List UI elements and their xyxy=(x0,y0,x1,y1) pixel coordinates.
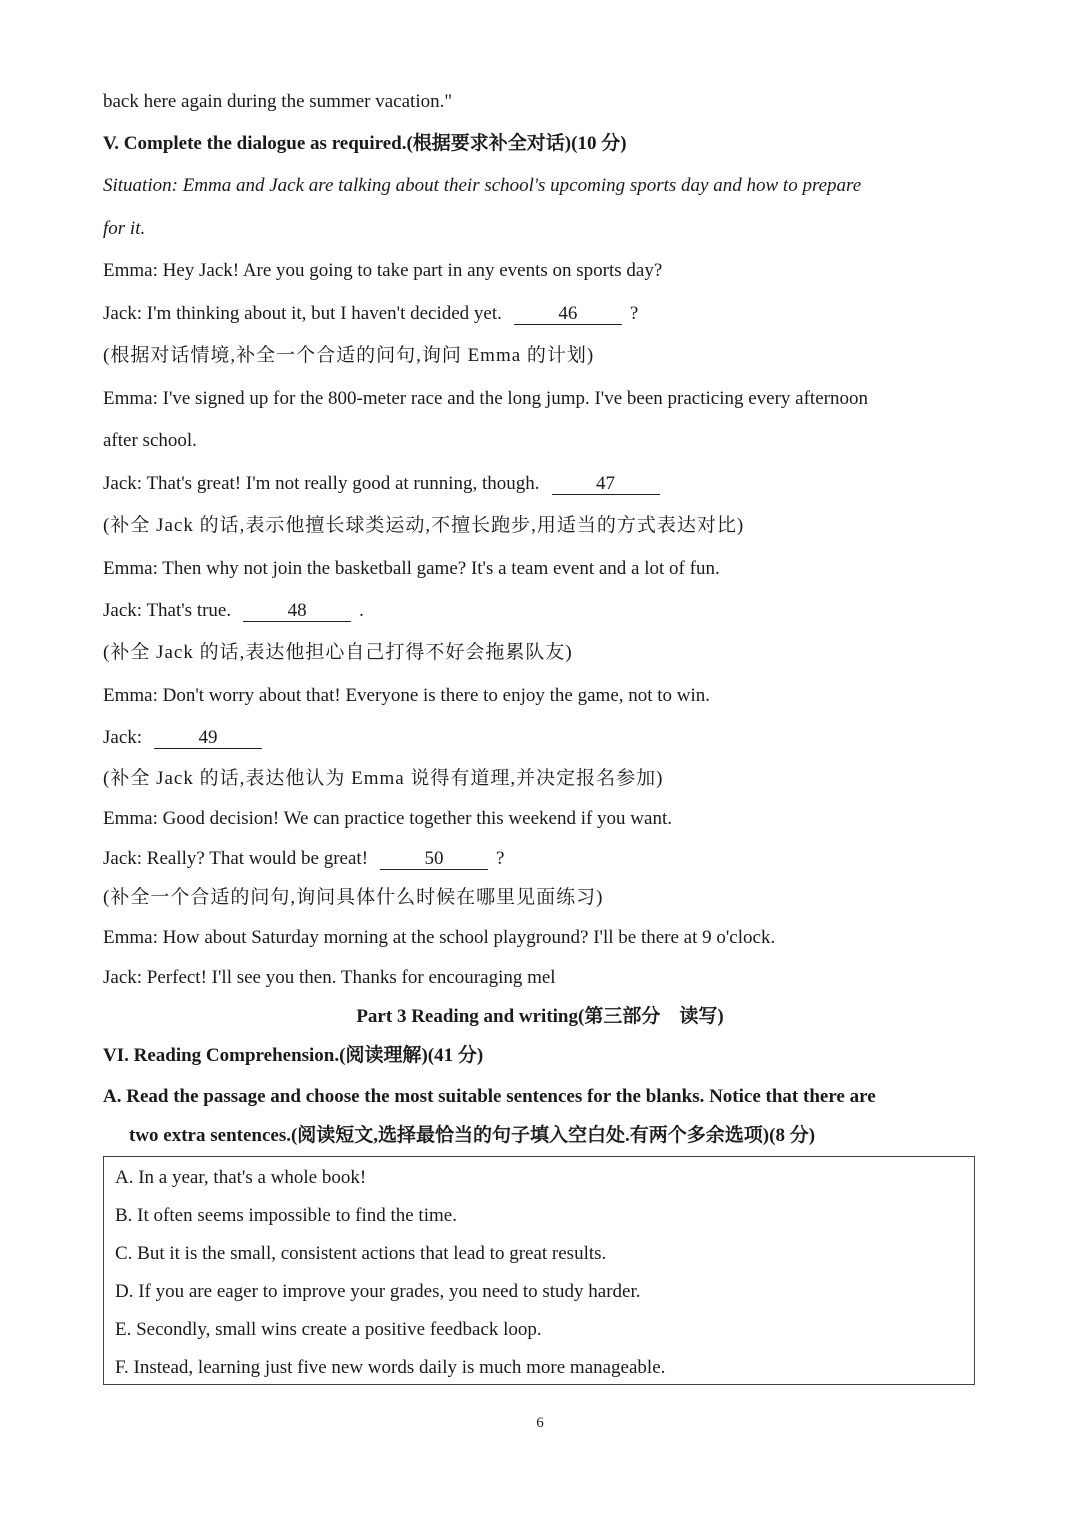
dialogue-line-3a: Emma: I've signed up for the 800-meter race and the long jump. I've been practicing every afternoon xyxy=(103,388,868,409)
part-3-heading: Part 3 Reading and writing(第三部分 读写) xyxy=(356,1006,724,1027)
option-c: C. But it is the small, consistent actions that lead to great results. xyxy=(115,1243,607,1264)
dialogue-line-11: Emma: How about Saturday morning at the school playground? I'll be there at 9 o'clock. xyxy=(103,927,776,948)
options-box xyxy=(103,1156,975,1385)
dialogue-line-3b: after school. xyxy=(103,430,197,451)
dialogue-line-10 xyxy=(103,847,504,871)
blank-48[interactable]: 48 xyxy=(243,601,351,622)
hint-48: (补全 Jack 的话,表达他担心自己打得不好会拖累队友) xyxy=(103,642,573,663)
dialogue-line-4-text: Jack: That's great! I'm not really good at running, though. xyxy=(103,473,540,494)
option-f: F. Instead, learning just five new words daily is much more manageable. xyxy=(115,1357,666,1378)
situation-line-2: for it. xyxy=(103,218,146,239)
situation-line-1: Situation: Emma and Jack are talking about their school's upcoming sports day and how to prepare xyxy=(103,175,862,196)
section-6a-instruction-1: A. Read the passage and choose the most suitable sentences for the blanks. Notice that there are xyxy=(103,1086,876,1107)
section-5-heading: V. Complete the dialogue as required.(根据要求补全对话)(10 分) xyxy=(103,133,627,154)
option-a: A. In a year, that's a whole book! xyxy=(115,1167,367,1188)
option-d: D. If you are eager to improve your grades, you need to study harder. xyxy=(115,1281,641,1302)
page-number: 6 xyxy=(536,1415,544,1431)
blank-50[interactable]: 50 xyxy=(380,849,488,870)
hint-46: (根据对话情境,补全一个合适的问句,询问 Emma 的计划) xyxy=(103,345,595,366)
option-b: B. It often seems impossible to find the time. xyxy=(115,1205,457,1226)
dialogue-line-8-text: Jack: xyxy=(103,727,143,748)
dialogue-line-5: Emma: Then why not join the basketball game? It's a team event and a lot of fun. xyxy=(103,558,720,579)
dialogue-line-10-end: ? xyxy=(496,848,505,869)
dialogue-line-1: Emma: Hey Jack! Are you going to take part in any events on sports day? xyxy=(103,260,663,281)
dialogue-line-6-text: Jack: That's true. xyxy=(103,600,232,621)
dialogue-line-8 xyxy=(103,726,270,750)
dialogue-line-6 xyxy=(103,599,364,623)
option-e: E. Secondly, small wins create a positive feedback loop. xyxy=(115,1319,542,1340)
blank-46[interactable]: 46 xyxy=(514,304,622,325)
section-6-heading: VI. Reading Comprehension.(阅读理解)(41 分) xyxy=(103,1045,484,1066)
previous-text-line: back here again during the summer vacation." xyxy=(103,91,453,112)
hint-49: (补全 Jack 的话,表达他认为 Emma 说得有道理,并决定报名参加) xyxy=(103,768,664,789)
hint-50: (补全一个合适的问句,询问具体什么时候在哪里见面练习) xyxy=(103,887,604,908)
dialogue-line-2 xyxy=(103,302,638,326)
dialogue-line-7: Emma: Don't worry about that! Everyone is there to enjoy the game, not to win. xyxy=(103,685,711,706)
dialogue-line-6-end: . xyxy=(359,600,364,621)
dialogue-line-10-text: Jack: Really? That would be great! xyxy=(103,848,369,869)
dialogue-line-4 xyxy=(103,472,668,496)
hint-47: (补全 Jack 的话,表示他擅长球类运动,不擅长跑步,用适当的方式表达对比) xyxy=(103,515,745,536)
blank-47[interactable]: 47 xyxy=(552,474,660,495)
dialogue-line-2-end: ? xyxy=(629,303,639,324)
dialogue-line-2-text: Jack: I'm thinking about it, but I haven't decided yet. xyxy=(103,303,502,324)
dialogue-line-12: Jack: Perfect! I'll see you then. Thanks for encouraging mel xyxy=(103,967,556,988)
blank-49[interactable]: 49 xyxy=(154,728,262,749)
dialogue-line-9: Emma: Good decision! We can practice together this weekend if you want. xyxy=(103,808,672,829)
section-6a-instruction-2: two extra sentences.(阅读短文,选择最恰当的句子填入空白处.有两个多余选项)(8 分) xyxy=(129,1125,816,1146)
